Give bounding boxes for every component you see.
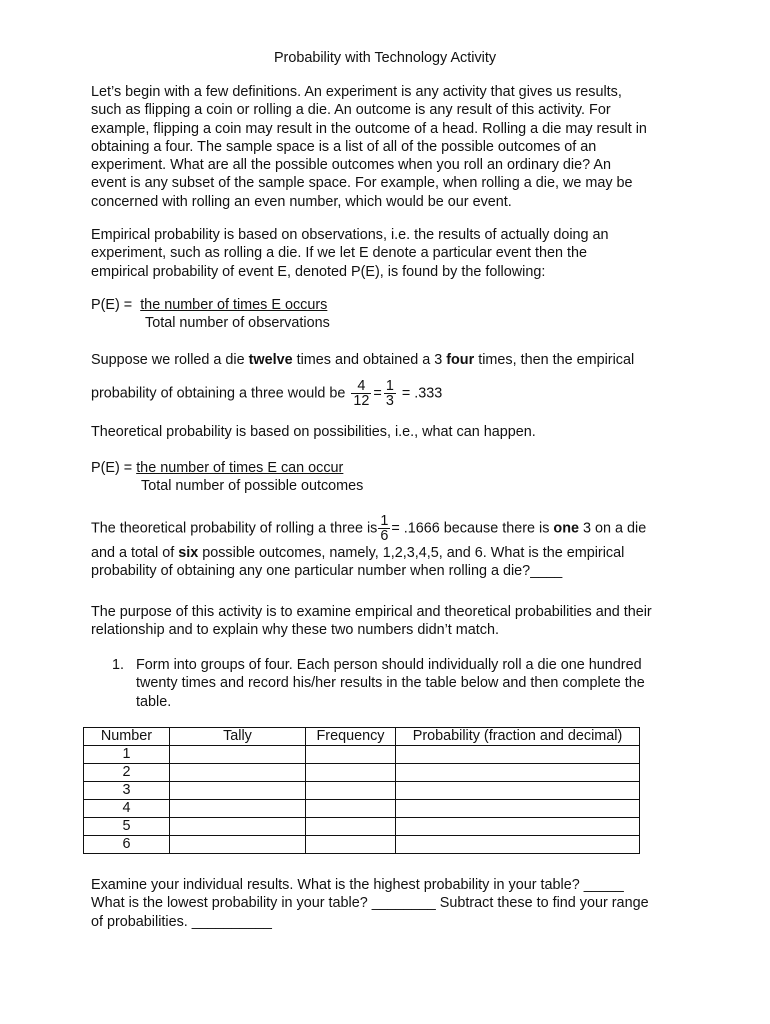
equals-sign: = [373,385,382,402]
example-bold-six: six [178,545,199,561]
header-probability: Probability (fraction and decimal) [396,728,640,746]
intro-paragraph [91,83,691,211]
table-row [84,818,640,836]
fraction-numerator: 1 [380,513,389,529]
purpose-paragraph [91,603,691,640]
row-number: 1 [84,746,170,764]
example-bold-one: one [553,520,579,537]
table-row [84,782,640,800]
intro-line: experiment. What are all the possible outcomes when you roll an ordinary die? An [91,157,611,174]
suppose-text: Suppose we rolled a die [91,352,249,368]
empirical-line: Empirical probability is based on observations, i.e. the results of actually doing an [91,227,609,243]
row-number: 3 [84,782,170,800]
tally-cell[interactable] [170,836,306,854]
probability-cell[interactable] [396,746,640,764]
row-number: 4 [84,800,170,818]
table-header-row [84,728,640,746]
step-line: table. [136,693,172,710]
fraction-numerator: 4 [351,379,371,394]
frequency-cell[interactable] [306,746,396,764]
suppose-bold-four: four [446,352,475,368]
fraction-numerator: 1 [385,378,394,395]
step-line: twenty times and record his/her results in the table below and then complete the [136,675,645,692]
row-number: 5 [84,818,170,836]
fraction-1-6 [378,514,390,543]
empirical-formula [91,296,691,333]
example-question: probability of obtaining any one particular number when rolling a die?____ [91,563,563,580]
suppose-result: = .333 [397,385,443,402]
intro-line: event is any subset of the sample space. For example, when rolling a die, we may be [91,175,633,192]
examine-line: Examine your individual results. What is the highest probability in your table? _____ [91,877,624,893]
header-number: Number [84,728,170,746]
purpose-line: The purpose of this activity is to examine empirical and theoretical probabilities and their [91,604,652,620]
step-line: Form into groups of four. Each person should individually roll a die one hundred [136,657,642,673]
suppose-paragraph [91,351,691,410]
example-text: possible outcomes, namely, 1,2,3,4,5, and 6. What is the empirical [198,545,625,561]
intro-line: Let’s begin with a few definitions. An experiment is any activity that gives us results, [91,84,622,100]
suppose-bold-twelve: twelve [248,352,293,368]
empirical-paragraph [91,226,691,281]
frequency-cell[interactable] [306,764,396,782]
row-number: 6 [84,836,170,854]
header-frequency: Frequency [306,728,396,746]
formula-denominator: Total number of possible outcomes [141,478,364,495]
tally-cell[interactable] [170,782,306,800]
fraction-4-12 [351,379,371,408]
formula-numerator: the number of times E occurs [140,297,328,313]
examine-line: of probabilities. __________ [91,913,272,930]
header-tally: Tally [170,728,306,746]
fraction-1-3 [384,379,396,408]
probability-cell[interactable] [396,782,640,800]
probability-cell[interactable] [396,764,640,782]
table-row [84,800,640,818]
frequency-cell[interactable] [306,782,396,800]
fraction-denominator: 12 [353,393,370,410]
suppose-text: times and obtained a 3 [292,352,447,368]
tally-cell[interactable] [170,746,306,764]
probability-cell[interactable] [396,836,640,854]
tally-cell[interactable] [170,764,306,782]
example-text: 3 on a die [579,520,647,537]
intro-line: concerned with rolling an even number, which would be our event. [91,193,512,210]
row-number: 2 [84,764,170,782]
table-row [84,764,640,782]
suppose-text: probability of obtaining a three would be [91,385,350,402]
formula-denominator: Total number of observations [145,315,330,332]
probability-cell[interactable] [396,800,640,818]
example-text: and a total of [91,545,179,561]
frequency-cell[interactable] [306,800,396,818]
tally-cell[interactable] [170,818,306,836]
frequency-cell[interactable] [306,818,396,836]
examine-paragraph [91,876,691,931]
intro-line: example, flipping a coin may result in the outcome of a head. Rolling a die may result in [91,120,647,137]
purpose-line: relationship and to explain why these two numbers didn’t match. [91,622,499,639]
results-table [83,727,640,854]
suppose-text: times, then the empirical [474,352,635,368]
table-row [84,746,640,764]
fraction-denominator: 6 [380,528,389,544]
theoretical-definition: Theoretical probability is based on possibilities, i.e., what can happen. [91,424,536,440]
theoretical-formula [91,459,691,496]
page-title: Probability with Technology Activity [273,50,497,66]
intro-line: such as flipping a coin or rolling a die. An outcome is any result of this activity. For [91,102,611,119]
step-1-instructions [136,656,696,711]
probability-cell[interactable] [396,818,640,836]
example-text: The theoretical probability of rolling a three is [91,520,382,537]
tally-cell[interactable] [170,800,306,818]
fraction-denominator: 3 [385,393,394,410]
table-row [84,836,640,854]
frequency-cell[interactable] [306,836,396,854]
theoretical-example [91,514,691,581]
empirical-line: empirical probability of event E, denoted P(E), is found by the following: [91,263,546,280]
formula-lhs: P(E) = [91,297,137,313]
formula-numerator: the number of times E can occur [136,460,344,476]
step-number: 1. [112,657,125,673]
example-text: = .1666 because there is [391,520,554,537]
formula-lhs: P(E) = [91,460,137,476]
intro-line: obtaining a four. The sample space is a list of all of the possible outcomes of an [91,138,597,155]
empirical-line: experiment, such as rolling a die. If we let E denote a particular event then the [91,245,587,262]
examine-line: What is the lowest probability in your table? ________ Subtract these to find your range [91,895,649,912]
